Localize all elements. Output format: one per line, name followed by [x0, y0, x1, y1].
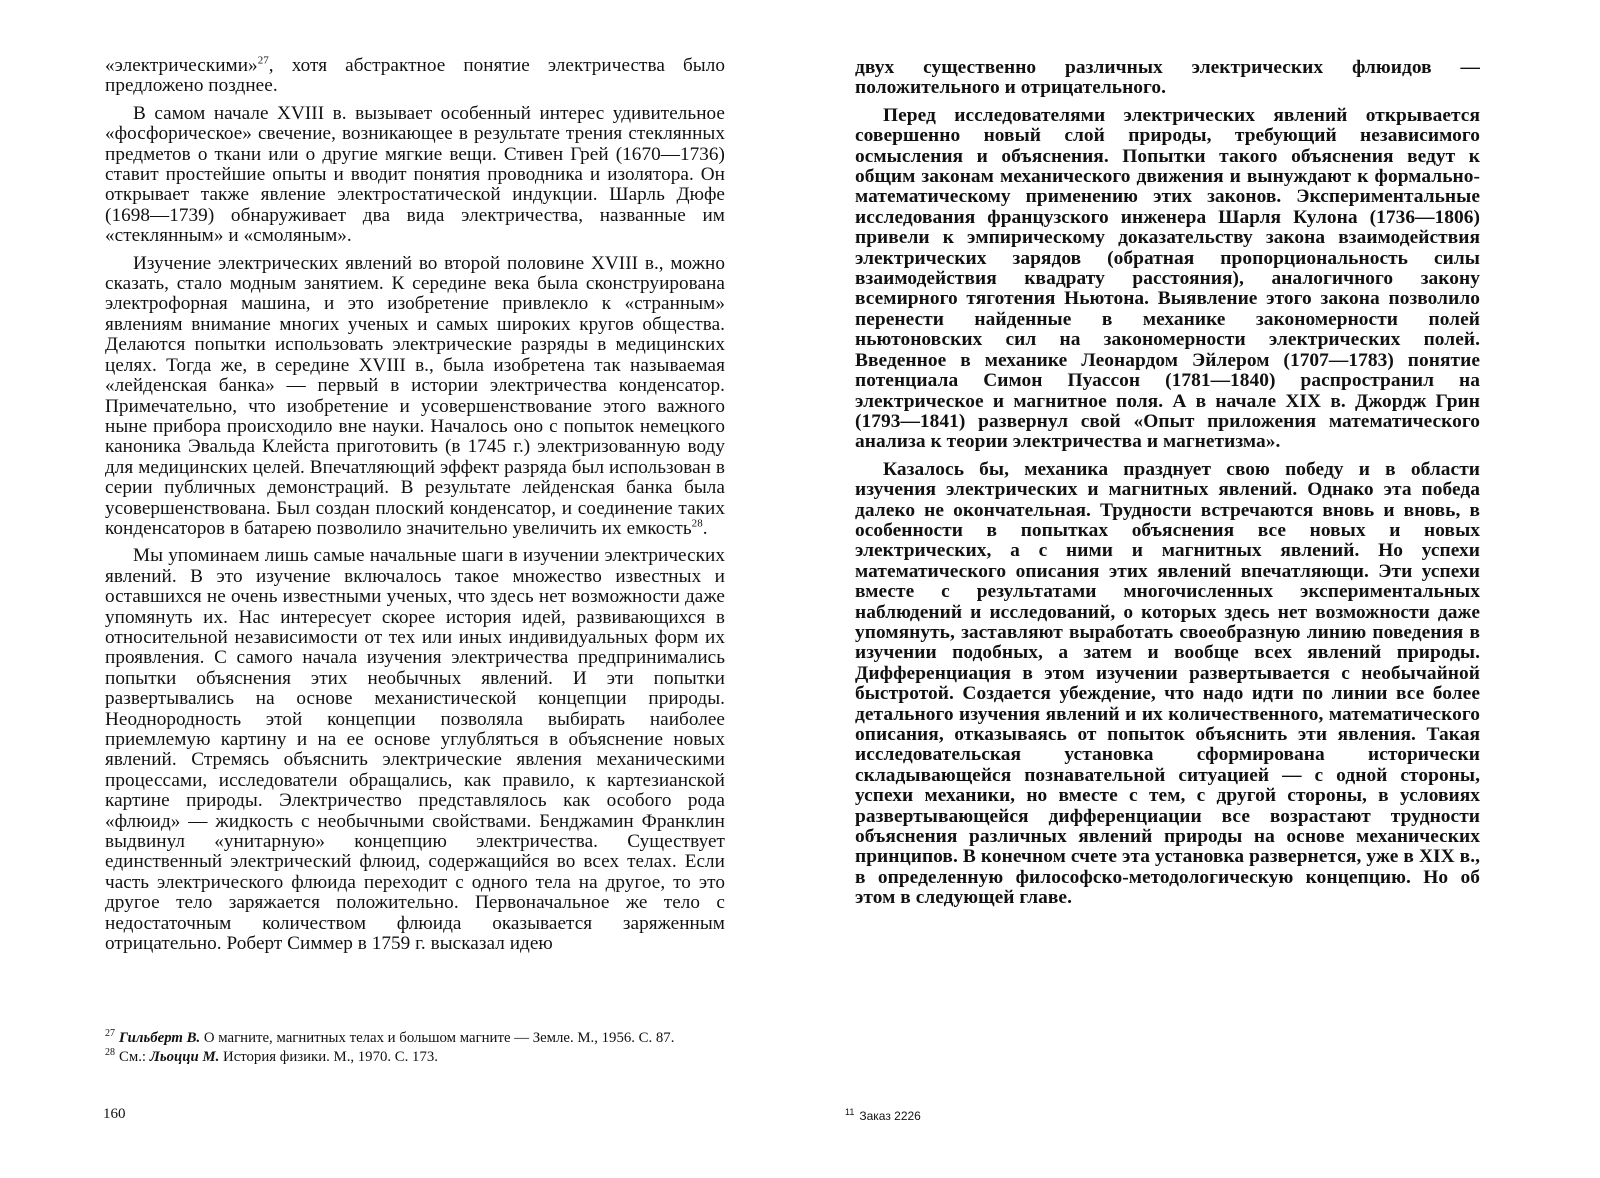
paragraph-text: Мы упоминаем лишь самые начальные шаги в изучении электрических явлений. В это изучение включалось такое множество известных и оставшихся не очень известными ученых, что здесь нет возможности даже упомянуть их. Нас интересует скорее история идей, развивающихся в относительной независимости от тех или иных индивидуальных форм их проявления. С самого начала изучения электричества предпринимались попытки объяснения этих необычных явлений. И эти попытки развертывались на основе механистической концепции природы. Неоднородность этой концепции позволяла выбирать наиболее приемлемую картину и на ее основе углубляться в объяснение новых явлений. Стремясь объяснить электрические явления механическими процессами, исследователи обращались, как правило, к картезианской картине природы. Электричество представлялось как особого рода «флюид» — жидкость с необычными свойствами. Бенджамин Франклин выдвинул «унитарную» концепцию электричества. Существует единственный электрический флюид, содержащийся во всех телах. Если часть электрического флюида переходит с одного тела на другое, то это другое тело заряжается положительно. Первоначальное же тело с недостаточным количеством флюида оказывается заряженным отрицательно. Роберт Симмер в 1759 г. высказал идею — [105, 545, 725, 955]
paragraph: Казалось бы, механика празднует свою победу и в области изучения электрических и магнитных явлений. Однако эта победа далеко не окончательная. Трудности встречаются вновь и вновь, в особенности в попытках объяснения все новых и новых электрических, а с ними и магнитных явлений. Но успехи математического описания этих явлений впечатляющи. Эти успехи вместе с результатами многочисленных экспериментальных наблюдений и исследований, о которых здесь нет возможности даже упомянуть, заставляют выработать своеобразную линию поведения в изучении подобных, а затем и вообще всех явлений природы. Дифференциация в этом изучении развертывается с необычайной быстротой. Создается убеждение, что надо идти по линии все более детального изучения явлений и их количественного, математического описания, отказываясь от попыток объяснить эти явления. Такая исследовательская установка сформирована исторически складывающейся познавательной ситуацией — с одной стороны, успехи механики, но вместе с тем, с другой стороны, в условиях развертывающейся дифференциации все возрастают трудности объяснения различных явлений природы на основе механических принципов. В конечном счете эта установка развернется, уже в XIX в., в определенную философско-методологическую концепцию. Но об этом в следующей главе. — [855, 458, 1480, 909]
paragraph-text: Изучение электрических явлений во второй половине XVIII в., можно сказать, стало модным занятием. К середине века была сконструирована электрофорная машина, и это изобретение привлекло к «странным» явлениям внимание многих ученых и самых широких кругов общества. Делаются попытки использовать электрические разряды в медицинских целях. Тогда же, в середине XVIII в., была изобретена так называемая «лейденская банка» — первый в истории электричества конденсатор. Примечательно, что изобретение и усовершенствование этого важного ныне прибора происходило вне науки. Началось оно с попыток немецкого каноника Эвальда Клейста приготовить (в 1745 г.) электризованную воду для медицинских целей. Впечатляющий эффект разряда был использован в серии публичных демонстраций. В результате лейденская банка была усовершенствована. Был создан плоский конденсатор, и соединение таких конденсаторов в батарею позволило значительно увеличить их емкость — [105, 252, 725, 539]
right-page-body — [855, 58, 1480, 916]
left-page-body — [105, 56, 725, 961]
page-number: 160 — [103, 1106, 126, 1122]
paragraph-text-after: , хотя абстрактное понятие электричества было предложено позднее. — [105, 55, 725, 97]
footnote-ref[interactable]: 27 — [257, 54, 269, 67]
footnote-number: 28 — [105, 1046, 115, 1058]
footnote-author: Льоцци М. — [149, 1048, 220, 1065]
signature-text: Заказ 2226 — [859, 1109, 921, 1123]
paragraph: двух существенно различных электрических флюидов — положительного и отрицательного. — [855, 57, 1480, 99]
footnote-28 — [105, 1046, 735, 1066]
footnote-text: О магните, магнитных телах и большом магните — Земле. М., 1956. С. 87. — [200, 1030, 675, 1046]
printing-signature — [845, 1109, 921, 1123]
paragraph-text: В самом начале XVIII в. вызывает особенный интерес удивительное «фосфорическое» свечение, возникающее в результате трения стеклянных предметов о ткани или о другие мягкие вещи. Стивен Грей (1670—1736) ставит простейшие опыты и вводит понятия проводника и изолятора. Он открывает также явление электростатической индукции. Шарль Дюфе (1698—1739) обнаруживает два вида электричества, названные им «стеклянным» и «смоляным». — [105, 102, 725, 247]
paragraph — [105, 254, 725, 540]
paragraph — [105, 56, 725, 97]
paragraph: Перед исследователями электрических явлений открывается совершенно новый слой природы, требующий независимого осмысления и объяснения. Попытки такого объяснения ведут к общим законам механического движения и вынуждают к формально-математическому применению этих законов. Экспериментальные исследования французского инженера Шарля Кулона (1736—1806) привели к эмпирическому доказательству закона взаимодействия электрических зарядов (обратная пропорциональность силы взаимодействия квадрату расстояния), аналогичного закону всемирного тяготения Ньютона. Выявление этого закона позволило перенести найденные в механике закономерности полей ньютоновских сил на закономерности электрических полей. Введенное в механике Леонардом Эйлером (1707—1783) понятие потенциала Симон Пуассон (1781—1840) распространил на электрическое и магнитное поля. А в начале XIX в. Джордж Грин (1793—1841) развернул свой «Опыт приложения математического анализа к теории электричества и магнетизма». — [855, 104, 1480, 453]
footnote-ref[interactable]: 28 — [691, 517, 703, 530]
paragraph-text: «электрическими» — [105, 55, 258, 76]
footnotes — [105, 1030, 735, 1067]
signature-number: 11 — [845, 1107, 855, 1117]
footnote-author: Гильберт В. — [119, 1030, 201, 1046]
paragraph — [105, 104, 725, 247]
footnote-text: История физики. М., 1970. С. 173. — [219, 1048, 438, 1065]
right-page — [800, 0, 1600, 1178]
paragraph-text-after: . — [702, 517, 708, 539]
footnote-27 — [105, 1030, 735, 1047]
footnote-prefix: См.: — [119, 1048, 150, 1065]
paragraph — [105, 546, 725, 954]
footnote-number: 27 — [105, 1028, 115, 1040]
